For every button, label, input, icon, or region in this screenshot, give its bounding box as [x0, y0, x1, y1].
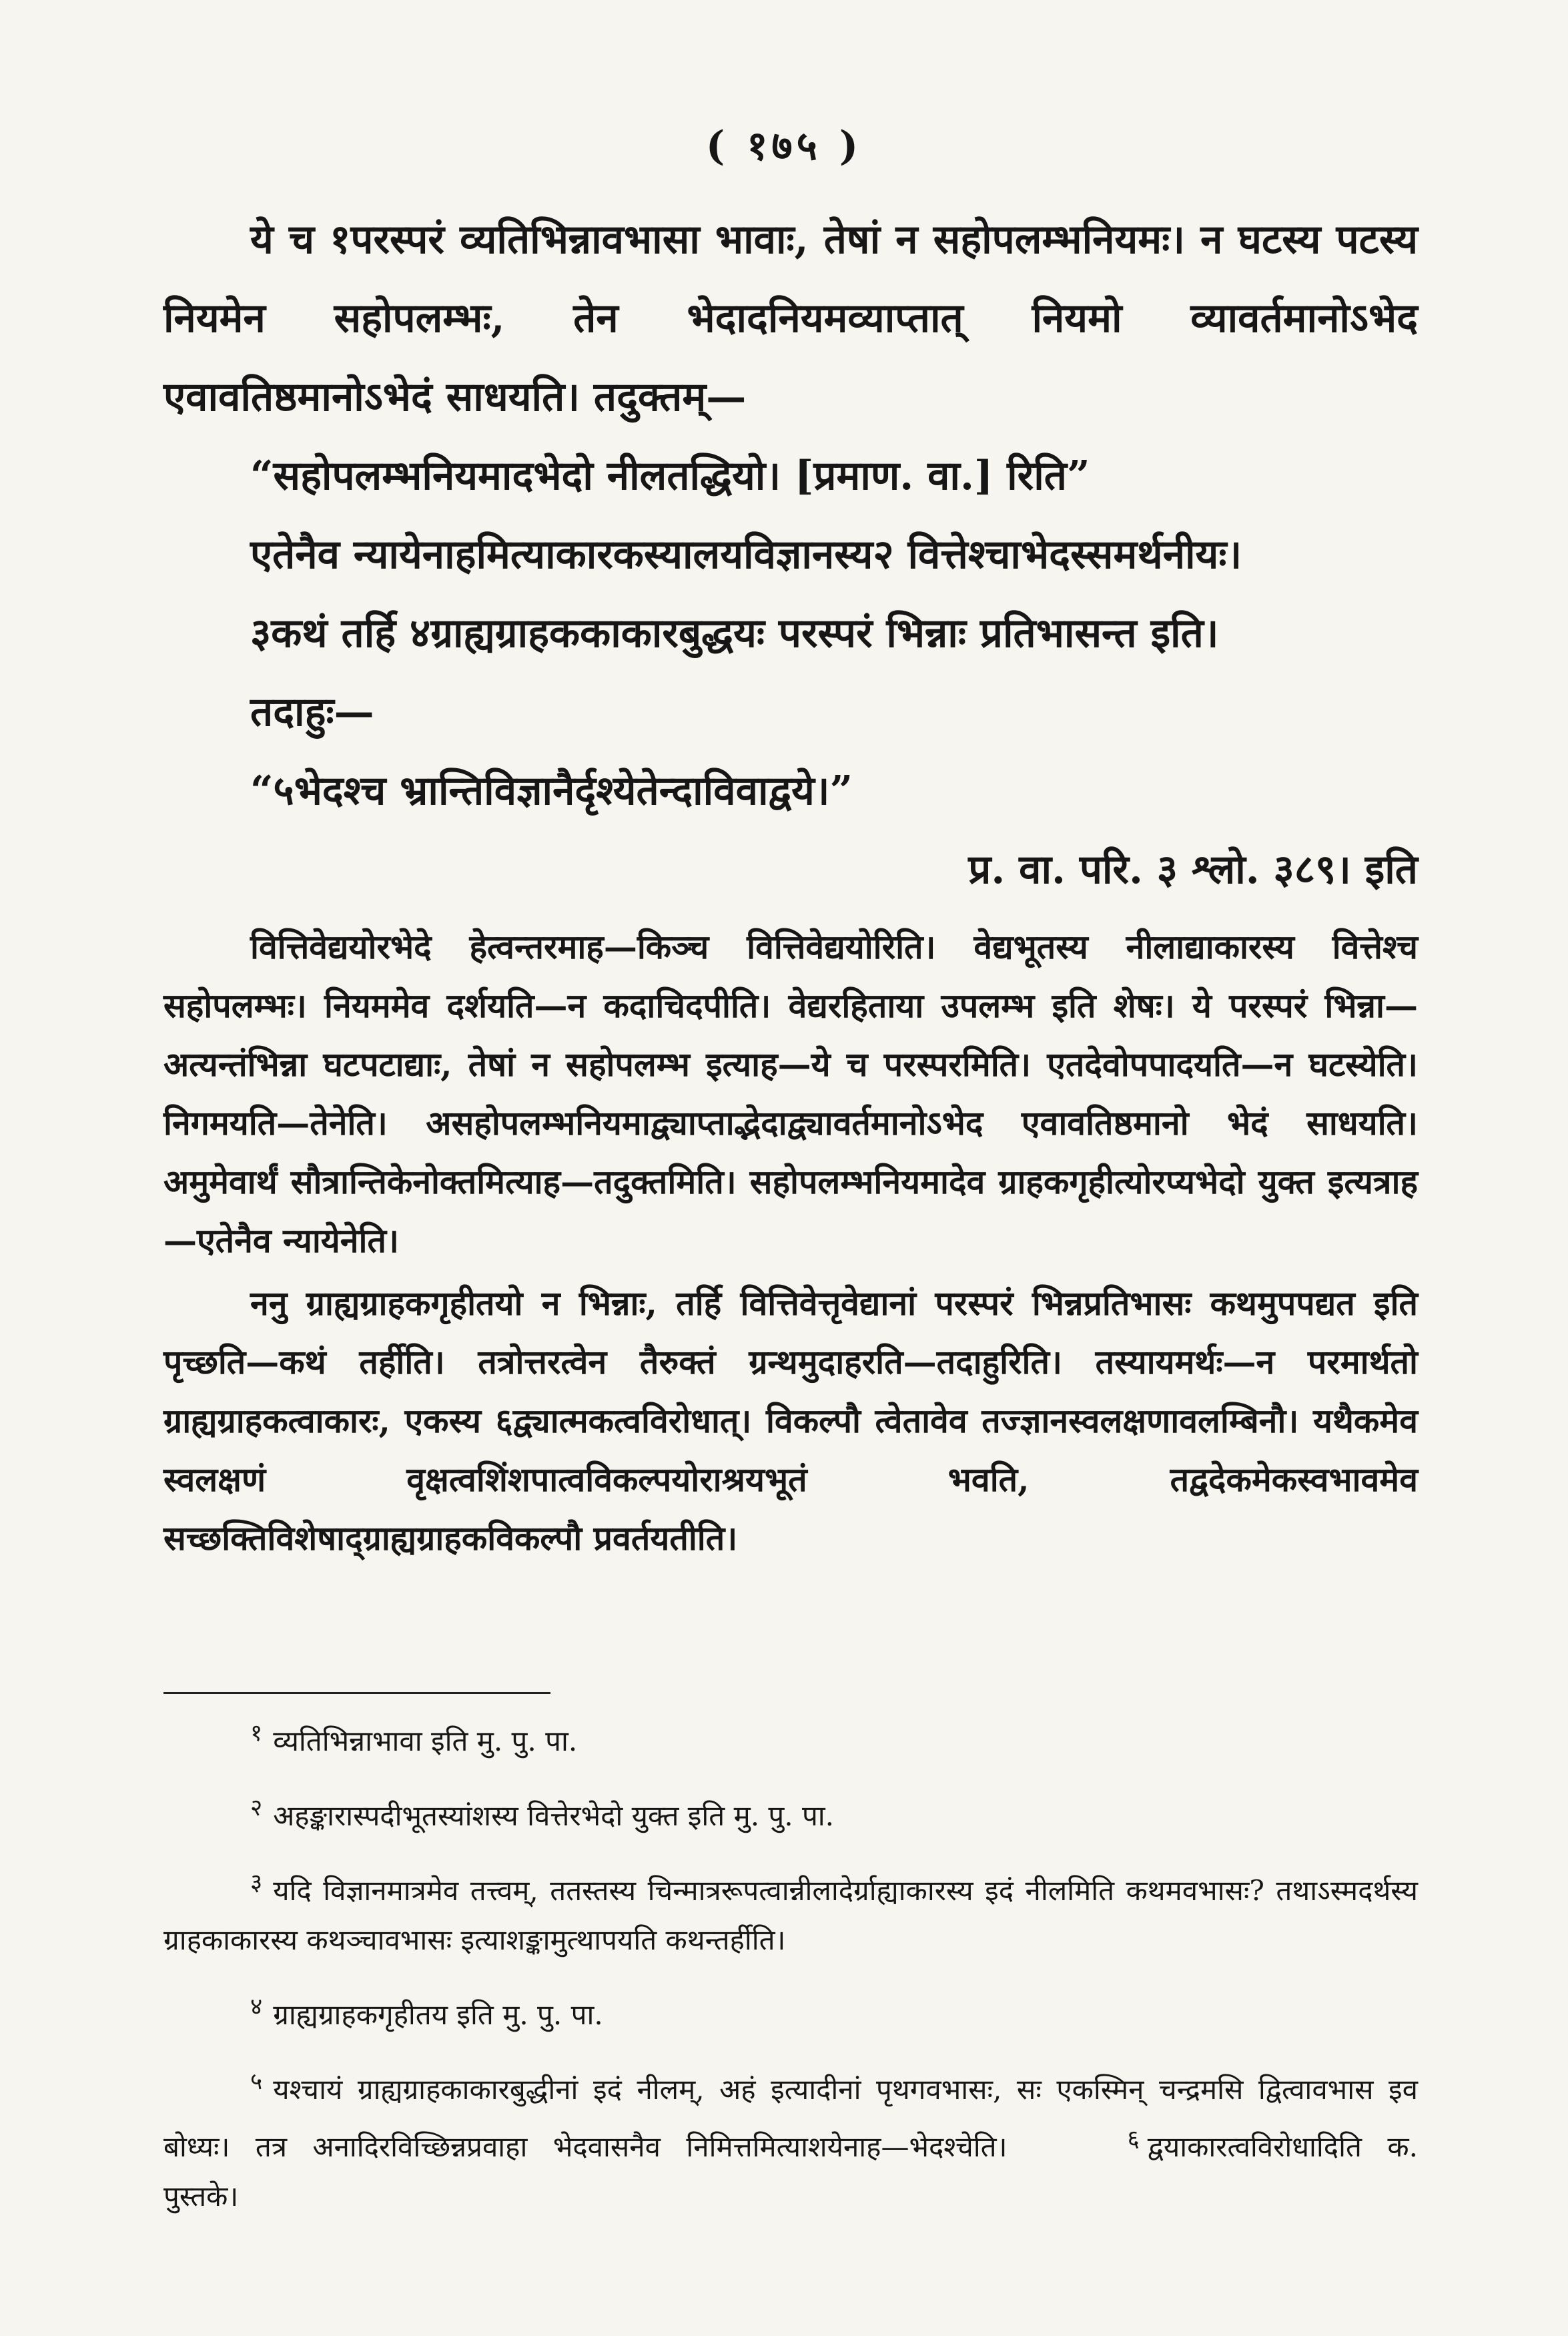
footnote-3 [163, 1858, 1418, 1965]
footnote-text: यश्चायं ग्राह्यग्राहकाकारबुद्धीनां इदं नीलम्, अहं इत्यादीनां पृथगवभासः, सः एकस्मिन् चन्द्रमसि द्वित्वावभास इव बोध्यः। तत्र अनादिरविच्छिन्नप्रवाहा भेदवासनैव निमित्तमित्याशयेनाह—भेदश्चेति। [163, 2073, 1418, 2163]
footnote-number: ६ [1127, 2126, 1140, 2152]
verse-quotation-2: “५भेदश्च भ्रान्तिविज्ञानैर्दृश्येतेन्दाविवाद्वये।” [250, 768, 853, 814]
footnote-number: २ [250, 1795, 263, 1821]
main-paragraph-3: ३कथं तर्हि ४ग्राह्यग्राहककाकारबुद्धयः परस्परं भिन्नाः प्रतिभासन्त इति। [250, 610, 1219, 657]
main-paragraph-1: ये च १परस्परं व्यतिभिन्नावभासा भावाः, तेषां न सहोपलम्भनियमः। न घटस्य पटस्य नियमेन सहोपलम्भः, तेन भेदादनियमव्याप्तात् नियमो व्यावर्तमानोऽभेद एवावतिष्ठमानोऽभेदं साधयति। तदुक्तम्— [163, 216, 1418, 420]
commentary [163, 918, 1418, 1568]
page-number: ( १७५ ) [705, 123, 863, 170]
footnote-5 [163, 2057, 1418, 2221]
footnote-4 [163, 1982, 1418, 2040]
footnote-2 [163, 1783, 1418, 1841]
footnotes [163, 1709, 1418, 2221]
main-paragraph-4: तदाहुः— [250, 689, 374, 736]
commentary-paragraph-1: वित्तिवेद्ययोरभेदे हेत्वन्तरमाह—किञ्च वित्तिवेद्ययोरिति। वेद्यभूतस्य नीलाद्याकारस्य वित्तेश्च सहोपलम्भः। नियममेव दर्शयति—न कदाचिदपीति। वेद्यरहिताया उपलम्भ इति शेषः। ये परस्परं भिन्ना—अत्यन्तंभिन्ना घटपटाद्याः, तेषां न सहोपलम्भ इत्याह—ये च परस्परमिति। एतदेवोपपादयति—न घटस्येति। निगमयति—तेनेति। असहोपलम्भनियमाद्व्याप्ताद्भेदाद्व्यावर्तमानोऽभेद एवावतिष्ठमानो भेदं साधयति। अमुमेवार्थं सौत्रान्तिकेनोक्तमित्याह—तदुक्तमिति। सहोपलम्भनियमादेव ग्राहकगृहीत्योरप्यभेदो युक्त इत्यत्राह—एतेनैव न्यायेनेति। [163, 927, 1418, 1260]
footnote-number: ४ [250, 1994, 263, 2020]
footnote-text: द्वयाकारत्वविरोधादिति क. पुस्तके। [163, 2130, 1418, 2213]
main-paragraph-2: एतेनैव न्यायेनाहमित्याकारकस्यालयविज्ञानस्य२ वित्तेश्चाभेदस्समर्थनीयः। [250, 531, 1242, 578]
commentary-paragraph-2: ननु ग्राह्यग्राहकगृहीतयो न भिन्नाः, तर्हि वित्तिवेत्तृवेद्यानां परस्परं भिन्नप्रतिभासः कथमुपपद्यत इति पृच्छति—कथं तर्हीति। तत्रोत्तरत्वेन तैरुक्तं ग्रन्थमुदाहरति—तदाहुरिति। तस्यायमर्थः—न परमार्थतो ग्राह्यग्राहकत्वाकारः, एकस्य ६द्व्यात्मकत्वविरोधात्। विकल्पौ त्वेतावेव तज्ज्ञानस्वलक्षणावलम्बिनौ। यथैकमेव स्वलक्षणं वृक्षत्वशिंशपात्वविकल्पयोराश्रयभूतं भवति, तद्वदेकमेकस्वभावमेव सच्छक्तिविशेषाद्ग्राह्यग्राहकविकल्पौ प्रवर्तयतीति। [163, 1283, 1418, 1558]
footnote-text: व्यतिभिन्नाभावा इति मु. पु. पा. [273, 1725, 578, 1757]
footnote-text: अहङ्कारास्पदीभूतस्यांशस्य वित्तेरभेदो युक्त इति मु. पु. पा. [273, 1799, 835, 1832]
verse-quotation: “सहोपलम्भनियमादभेदो नीलतद्धियो। [प्रमाण. वा.] रिति” [250, 453, 1090, 499]
footnote-separator [163, 1692, 550, 1694]
verse-citation: प्र. वा. परि. ३ श्लो. ३८९। इति [968, 846, 1418, 893]
footnote-number: ५ [250, 2068, 263, 2095]
main-text [163, 200, 1418, 909]
footnote-1 [163, 1709, 1418, 1766]
footnote-number: १ [250, 1720, 263, 1747]
footnote-number: ३ [250, 1869, 263, 1896]
footnote-text: ग्राह्यग्राहकगृहीतय इति मु. पु. पा. [273, 1998, 603, 2031]
footnote-text: यदि विज्ञानमात्रमेव तत्त्वम्, ततस्तस्य चिन्मात्ररूपत्वान्नीलादेर्ग्राह्याकारस्य इदं नीलमिति कथमवभासः? तथाऽस्मदर्थस्य ग्राहकाकारस्य कथञ्चावभासः इत्याशङ्कामुत्थापयति कथन्तर्हीति। [163, 1874, 1418, 1956]
